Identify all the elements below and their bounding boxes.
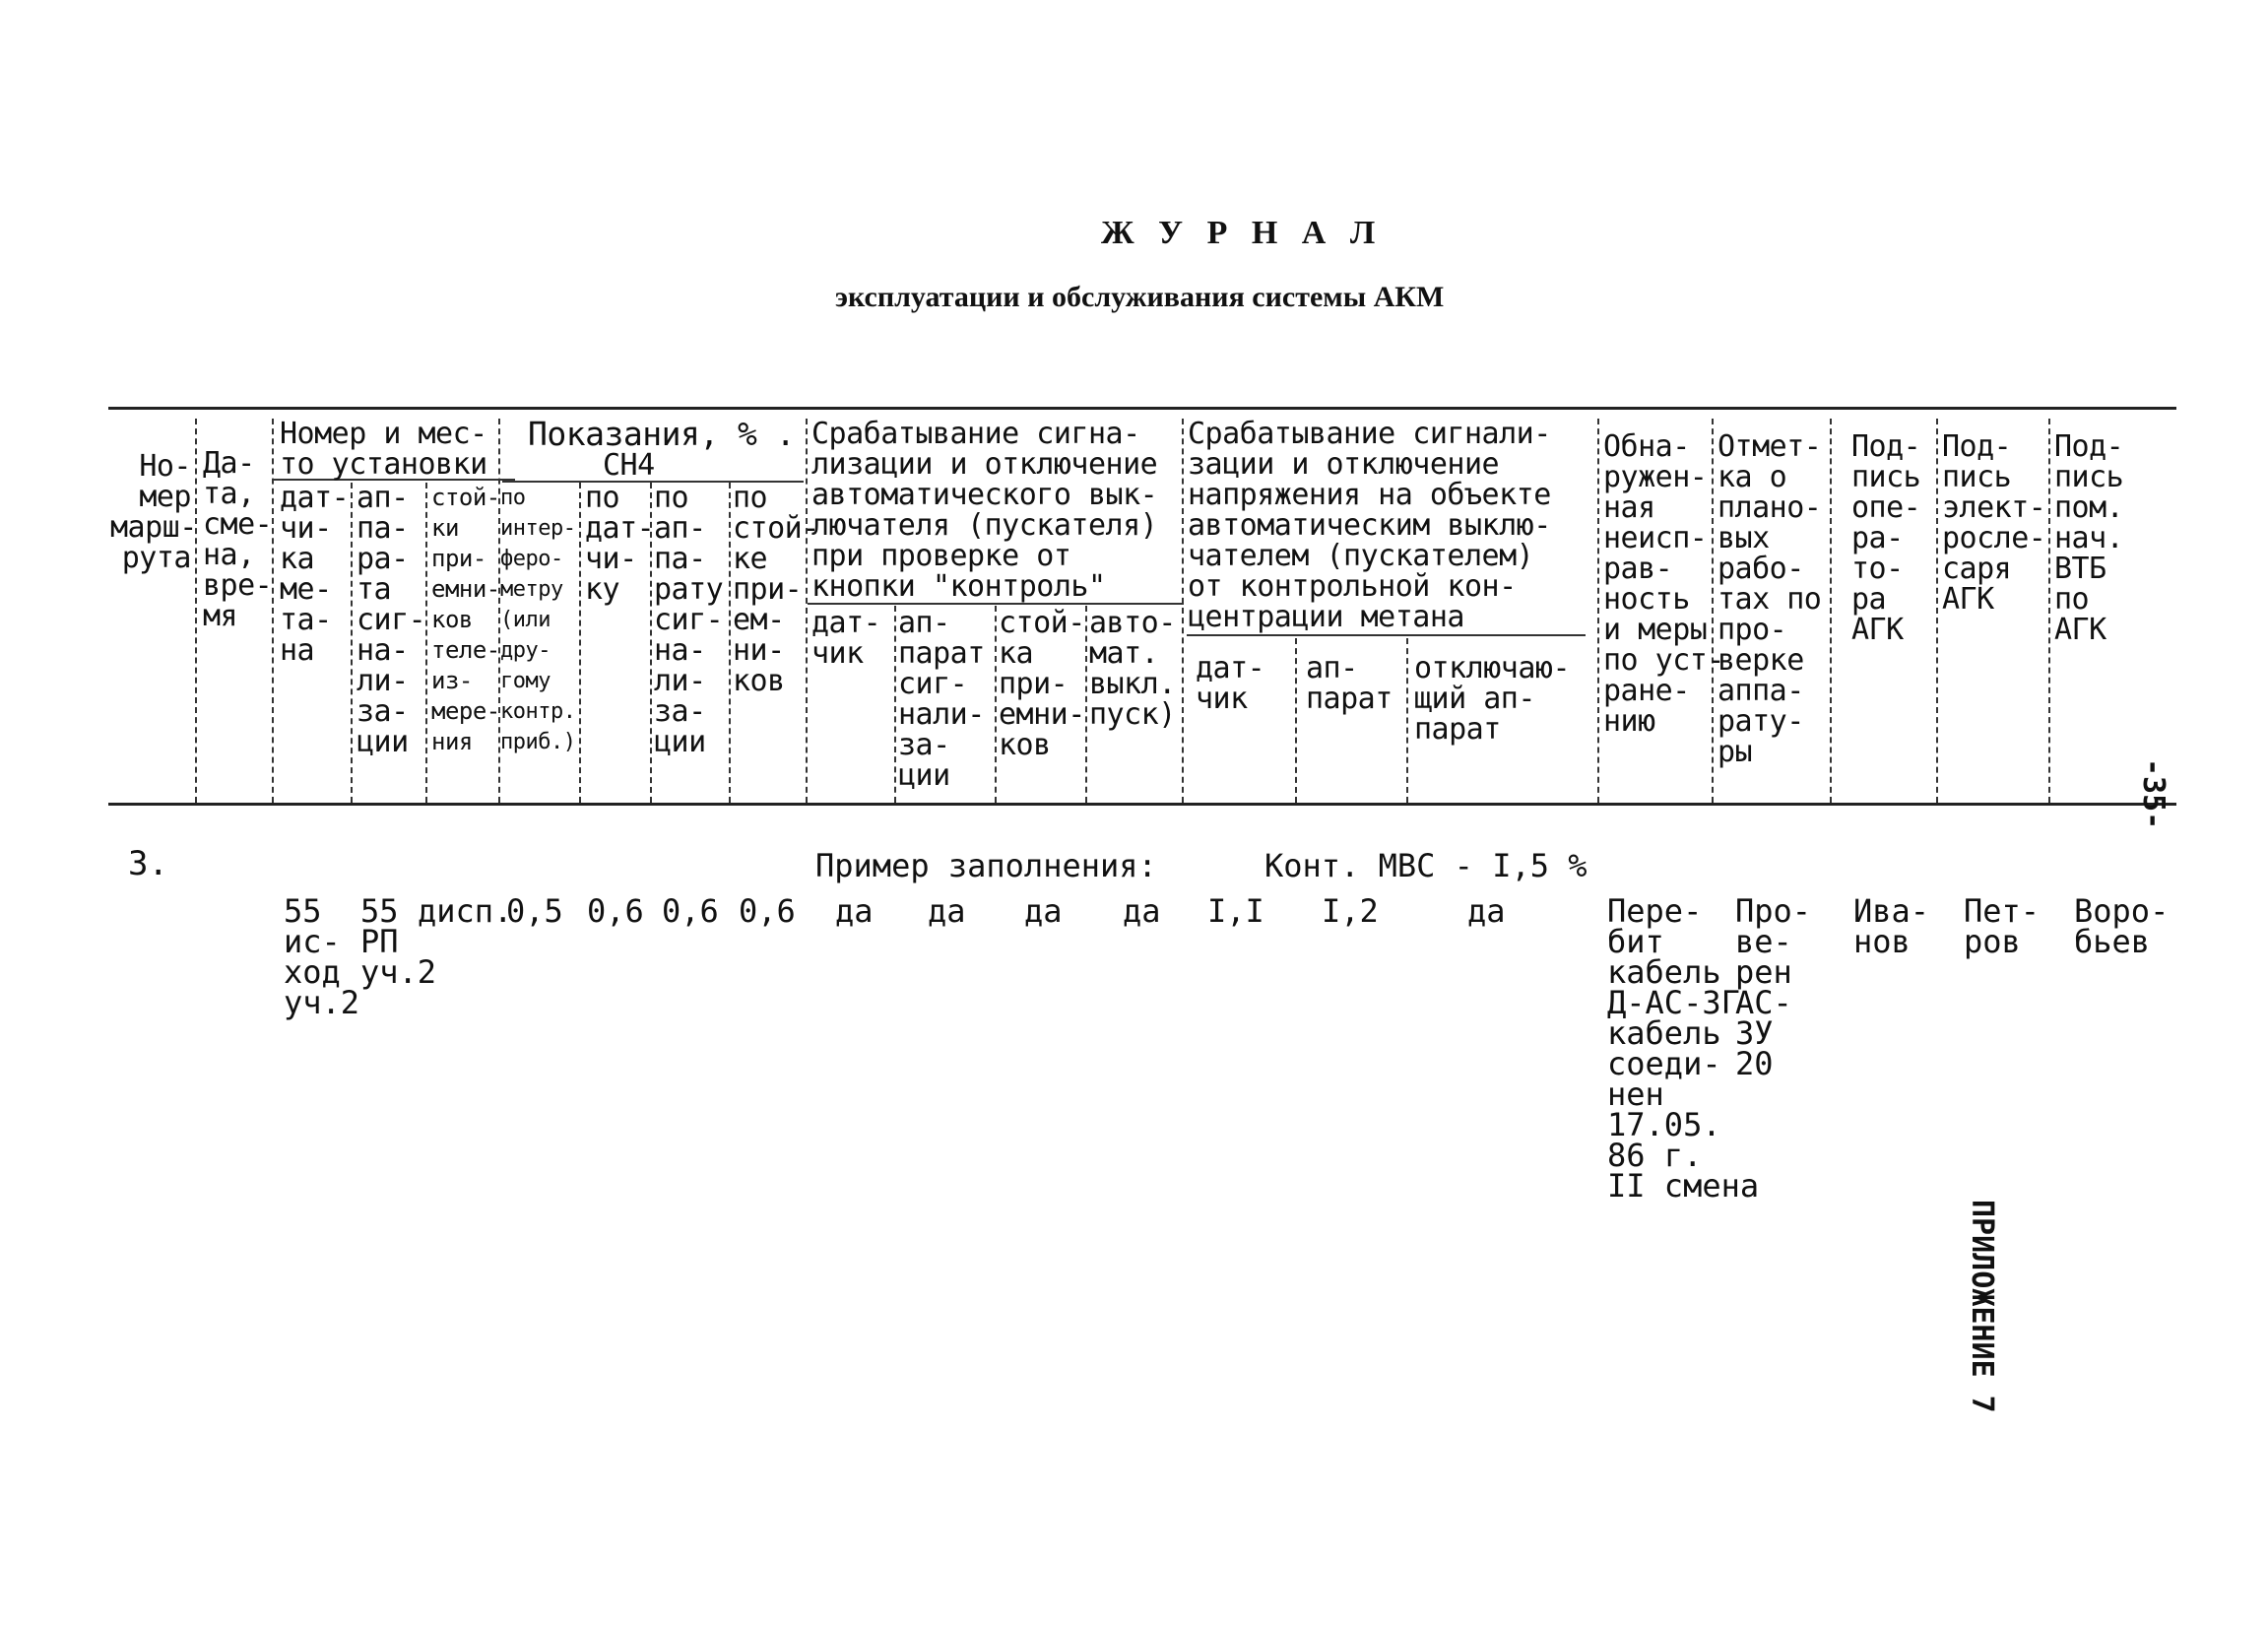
cell-fault: Пере- бит кабель Д-АС-3Г кабель соеди- нен 17.05. 86 г. II смена [1607, 892, 1760, 1205]
col-sep [351, 483, 353, 803]
header-read-interferometer: по интер- феро- метру (или дру- гому контр. приб.) [500, 486, 576, 754]
header-read-sensor: по дат- чи- ку [585, 481, 655, 607]
cell-btn-sensor: да [835, 892, 874, 930]
col-sep [195, 419, 197, 803]
col-sep [272, 419, 274, 803]
header-place-sensor: дат- чи- ка ме- та- на [280, 481, 350, 668]
cell-sign-deputy: Воро- бьев [2074, 892, 2170, 960]
header-btn-auto: авто- мат. выкл. пуск) [1089, 606, 1176, 732]
col-sep [894, 606, 896, 803]
header-btn-apparatus: ап- парат сиг- нали- за- ции [898, 606, 985, 793]
col-sep [1936, 419, 1938, 803]
cell-btn-apparatus: да [928, 892, 966, 930]
header-date-shift: Да- та, сме- на, вре- мя [203, 446, 273, 633]
appendix-label: ПРИЛОЖЕНИЕ 7 [1965, 1200, 1999, 1413]
cell-btn-auto: да [1123, 892, 1161, 930]
cell-place-receiver: дисп. [418, 892, 513, 930]
table-header-bottom-rule [108, 803, 2176, 806]
cell-place-sensor: 55 ис- ход уч.2 [284, 892, 360, 1021]
col-sep [1182, 419, 1184, 803]
example-label: Пример заполнения: [815, 847, 1157, 884]
header-conc-switch: отключаю- щий ап- парат [1414, 651, 1571, 747]
header-conc-apparatus: ап- парат [1306, 651, 1393, 716]
col-sep [995, 606, 997, 803]
conc-group-rule [1187, 634, 1586, 636]
section-number: 3. [128, 844, 168, 883]
cell-read-apparatus: 0,6 [662, 892, 719, 930]
table-top-rule [108, 407, 2176, 410]
header-btn-receiver: стой- ка при- емни- ков [999, 606, 1085, 762]
col-sep [1597, 419, 1599, 803]
header-button-group: Срабатывание сигна- лизации и отключение автоматического вык- лючателя (пускателя) при проверке от кнопки "контроль" [811, 417, 1158, 604]
cell-read-interferometer: 0,5 [506, 892, 563, 930]
cell-conc-switch: да [1467, 892, 1506, 930]
cell-conc-apparatus: I,2 [1322, 892, 1379, 930]
col-sep [1830, 419, 1832, 803]
header-conc-sensor: дат- чик [1196, 651, 1265, 716]
cell-sign-operator: Ива- нов [1853, 892, 1930, 960]
col-sep [1295, 638, 1297, 803]
cell-planned: Про- ве- рен АС- 3У 20 [1735, 892, 1812, 1082]
col-sep [579, 483, 581, 803]
header-read-apparatus: по ап- па- рату сиг- на- ли- за- ции [654, 481, 724, 759]
document-title: Ж У Р Н А Л [1101, 215, 1384, 251]
header-readings-group: Показания, % . [528, 415, 796, 453]
header-btn-sensor: дат- чик [811, 606, 881, 671]
header-sign-electrician: Под- пись элект- росле- саря АГК [1942, 429, 2046, 617]
document-subtitle: эксплуатации и обслуживания системы АКМ [835, 281, 1445, 313]
header-read-receiver: по стой- ке при- ем- ни- ков [733, 481, 819, 698]
header-conc-group: Срабатывание сигнали- зации и отключение напряжения на объекте автоматическим выклю- чателем (пускателем) от контрольной кон- центрации метана [1188, 417, 1551, 634]
col-sep [1085, 606, 1087, 803]
header-route-number: Но- мер марш- рута [110, 449, 197, 575]
header-place-group: Номер и мес- то установки [280, 417, 487, 482]
header-planned: Отмет- ка о плано- вых рабо- тах по про- верке аппа- рату- ры [1717, 429, 1822, 769]
header-sign-deputy: Под- пись пом. нач. ВТБ по АГК [2054, 429, 2124, 647]
header-fault: Обна- ружен- ная неисп- рав- ность и меры по уст- ране- нию [1603, 429, 1724, 739]
cell-sign-electrician: Пет- ров [1964, 892, 2041, 960]
col-sep [729, 483, 731, 803]
example-control: Конт. МВС - I,5 % [1264, 847, 1588, 884]
header-place-apparatus: ап- па- ра- та сиг- на- ли- за- ции [356, 481, 426, 759]
col-sep [2048, 419, 2050, 803]
cell-place-apparatus: 55 РП уч.2 [360, 892, 437, 991]
cell-conc-sensor: I,I [1207, 892, 1264, 930]
cell-read-sensor: 0,6 [587, 892, 644, 930]
header-place-receiver: стой- ки при- емни- ков теле- из- мере- ния [431, 484, 500, 755]
col-sep [425, 483, 427, 803]
col-sep [1406, 638, 1408, 803]
cell-btn-receiver: да [1024, 892, 1063, 930]
page-number: -35- [2136, 758, 2171, 830]
header-sign-operator: Под- пись опе- ра- то- ра АГК [1851, 429, 1921, 647]
header-readings-gas: CH4 [603, 448, 655, 483]
cell-read-receiver: 0,6 [739, 892, 796, 930]
